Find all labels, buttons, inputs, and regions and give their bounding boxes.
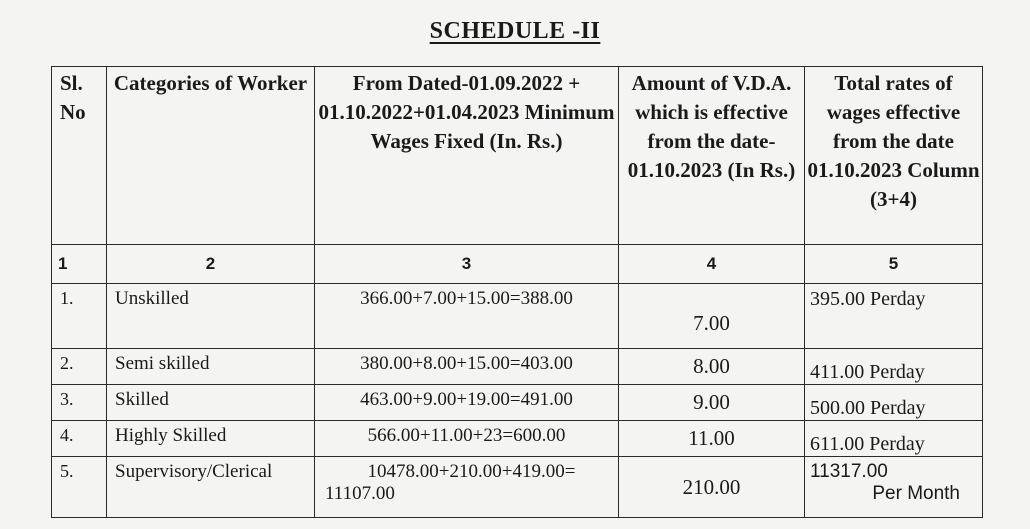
column-number: 4 xyxy=(619,245,805,284)
row-total: 500.00 Perday xyxy=(805,385,983,421)
table-row xyxy=(52,349,983,385)
row-min-wages: 380.00+8.00+15.00=403.00 xyxy=(315,349,619,385)
row-total: 411.00 Perday xyxy=(805,349,983,385)
row-vda: 210.00 xyxy=(619,457,805,518)
table-row xyxy=(52,385,983,421)
row-min-wages-line1: 10478.00+210.00+419.00= xyxy=(367,461,576,482)
header-vda: Amount of V.D.A. which is effective from the date- 01.10.2023 (In Rs.) xyxy=(619,67,805,245)
table-row xyxy=(52,457,983,518)
wages-table xyxy=(51,66,983,518)
column-number: 2 xyxy=(107,245,315,284)
row-total: 395.00 Perday xyxy=(805,284,983,349)
row-vda: 9.00 xyxy=(619,385,805,421)
row-total xyxy=(805,457,983,518)
row-total-unit: Per Month xyxy=(872,483,960,504)
column-number: 1 xyxy=(52,245,107,284)
row-min-wages: 366.00+7.00+15.00=388.00 xyxy=(315,284,619,349)
column-number: 5 xyxy=(805,245,983,284)
row-sl-no: 4. xyxy=(52,421,107,457)
header-min-wages: From Dated-01.09.2022 + 01.10.2022+01.04.2023 Minimum Wages Fixed (In. Rs.) xyxy=(315,67,619,245)
row-vda: 7.00 xyxy=(619,284,805,349)
column-number: 3 xyxy=(315,245,619,284)
row-min-wages: 463.00+9.00+19.00=491.00 xyxy=(315,385,619,421)
row-category: Highly Skilled xyxy=(107,421,315,457)
row-sl-no: 3. xyxy=(52,385,107,421)
header-category: Categories of Worker xyxy=(107,67,315,245)
row-category: Supervisory/Clerical xyxy=(107,457,315,518)
row-category: Unskilled xyxy=(107,284,315,349)
row-vda: 11.00 xyxy=(619,421,805,457)
row-category: Semi skilled xyxy=(107,349,315,385)
row-sl-no: 1. xyxy=(52,284,107,349)
schedule-title: SCHEDULE -II xyxy=(429,18,601,44)
column-number-row xyxy=(52,245,983,284)
row-sl-no: 2. xyxy=(52,349,107,385)
table-row xyxy=(52,284,983,349)
header-sl-no: Sl. No xyxy=(52,67,107,245)
header-total: Total rates of wages effective from the date 01.10.2023 Column (3+4) xyxy=(805,67,983,245)
row-min-wages xyxy=(315,457,619,518)
row-total-amount: 11317.00 xyxy=(810,461,888,482)
header-row xyxy=(52,67,983,245)
row-sl-no: 5. xyxy=(52,457,107,518)
row-category: Skilled xyxy=(107,385,315,421)
row-vda: 8.00 xyxy=(619,349,805,385)
row-min-wages: 566.00+11.00+23=600.00 xyxy=(315,421,619,457)
row-total: 611.00 Perday xyxy=(805,421,983,457)
table-row xyxy=(52,421,983,457)
row-min-wages-line2: 11107.00 xyxy=(325,483,395,504)
